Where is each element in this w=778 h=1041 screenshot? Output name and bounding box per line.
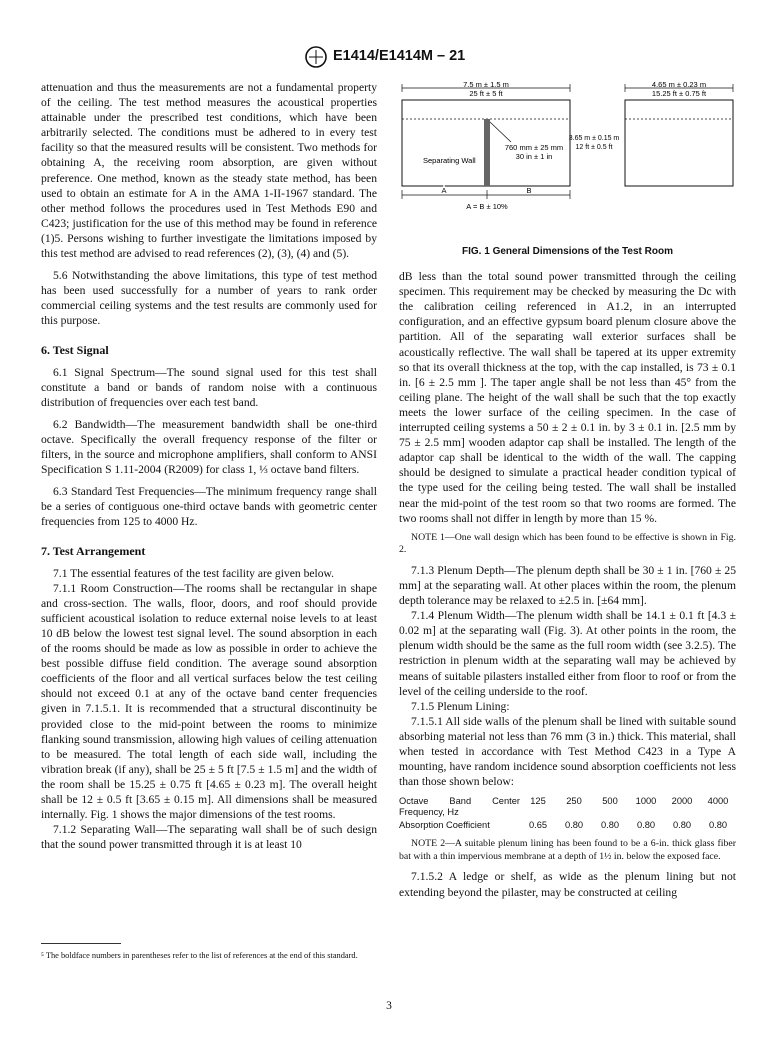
- page-header: [0, 46, 778, 72]
- table-cell: 500: [602, 796, 618, 807]
- right-column: [399, 80, 736, 900]
- figure-1: [399, 80, 736, 240]
- height-dimension-ft: 12 ft ± 0.5 ft: [575, 144, 613, 151]
- paragraph-5-6: 5.6 Notwithstanding the above limitations, this type of test method has been used successfully for a number of years to rank order commercial ceiling systems and the test results are commonly used for this purpose.: [41, 269, 377, 328]
- table-cell: 0.80: [600, 820, 620, 831]
- table-cell: 0.80: [708, 820, 728, 831]
- label-a: A: [441, 186, 447, 195]
- paragraph-7-1-2: 7.1.2 Separating Wall—The separating wall shall be of such design that the sound power transmitted through it is at least 10: [41, 823, 377, 852]
- note-2: NOTE 2—A suitable plenum lining has been found to be a 6-in. thick glass fiber bat with a thin impervious membrane at a depth of 1½ in. below the exposed face.: [399, 838, 736, 862]
- document-id: E1414/E1414M – 21: [333, 48, 466, 64]
- paragraph-6-1: 6.1 Signal Spectrum—The sound signal used for this test shall constitute a band or bands of random noise with a continuous distribution of frequencies over each test band.: [41, 365, 377, 409]
- width-dimension-ft: 15.25 ft ± 0.75 ft: [651, 89, 707, 98]
- left-column: [41, 80, 377, 852]
- length-dimension-ft: 25 ft ± 5 ft: [469, 89, 503, 98]
- table-cell: 0.80: [672, 820, 692, 831]
- paragraph-7-1-5-1: 7.1.5.1 All side walls of the plenum shall be lined with suitable sound absorbing material not less than 76 mm (3 in.) thick. This material, shall when tested in accordance with Test Method C423 in a Type A mounting, have random incidence sound absorption coefficients not less than those shown below:: [399, 714, 736, 789]
- a-b-relation: A = B ± 10%: [466, 202, 508, 211]
- separating-wall-label: Separating Wall: [423, 156, 476, 165]
- table-cell: 2000: [671, 796, 693, 807]
- astm-logo-icon: [305, 46, 327, 68]
- length-dimension-m: 7.5 m ± 1.5 m: [463, 80, 509, 89]
- paragraph-7-1-3: 7.1.3 Plenum Depth—The plenum depth shall be 30 ± 1 in. [760 ± 25 mm] at the separating wall. At other places within the room, the plenum depth tolerance may be relaxed to ±2.5 in. [±64 mm].: [399, 563, 736, 608]
- paragraph-6-2: 6.2 Bandwidth—The measurement bandwidth shall be one-third octave. Specifically the overall frequency response of the filter or filters, in the source and microphone amplifiers, shall conform to ANSI Specification S 1.11-2004 (R2009) for class 1, ⅓ octave band filters.: [41, 417, 377, 477]
- paragraph-7-1-5-2: 7.1.5.2 A ledge or shelf, as wide as the plenum lining but not extending beyond the pilaster, may be constructed at ceiling: [399, 870, 736, 899]
- table-row: [399, 795, 736, 819]
- table-cell: 1000: [635, 796, 657, 807]
- note-1: NOTE 1—One wall design which has been found to be effective is shown in Fig. 2.: [399, 531, 736, 556]
- table-row: [399, 819, 736, 832]
- table-cell: 0.65: [528, 820, 548, 831]
- paragraph-7-1: 7.1 The essential features of the test facility are given below.: [53, 566, 335, 580]
- paragraph-7-1-5: 7.1.5 Plenum Lining:: [411, 699, 510, 713]
- height-dimension-m: 3.65 m ± 0.15 m: [568, 135, 620, 142]
- table-cell: 125: [530, 796, 546, 807]
- plenum-depth-in: 30 in ± 1 in: [515, 152, 553, 161]
- label-b: B: [526, 186, 532, 195]
- heading-test-arrangement: 7. Test Arrangement: [41, 543, 146, 558]
- width-dimension-m: 4.65 m ± 0.23 m: [651, 80, 707, 89]
- heading-test-signal: 6. Test Signal: [41, 342, 109, 357]
- table-row-label: Octave Band Center Frequency, Hz: [399, 796, 520, 818]
- page-number: 3: [386, 1000, 392, 1012]
- paragraph-7-1-4: 7.1.4 Plenum Width—The plenum width shall be 14.1 ± 0.1 ft [4.3 ± 0.02 m] at the separating wall (Fig. 3). At other points in the room, the plenum width should be the same as the full room width (see 3.2.5). The restriction in plenum width at the separating wall may be achieved by means of suitable pilasters installed either from floor to roof or from the level of the ceiling underside to the roof.: [399, 609, 736, 698]
- absorption-table: [399, 795, 736, 832]
- table-cell: 250: [566, 796, 582, 807]
- plenum-depth-mm: 760 mm ± 25 mm: [504, 143, 564, 152]
- table-cell: 0.80: [564, 820, 584, 831]
- paragraph-continued: dB less than the total sound power transmitted through the ceiling specimen. This requirement may be checked by measuring the Dc with the calibration ceiling referenced in A1.2, in an interrupted configuration, and an effective gypsum board plenum closure above the partition. All of the separating wall exterior surfaces shall be acoustically reflective. The wall shall be tapered at its upper extremity so that its overall thickness at the top, with the cap installed, is 73 ± 0.1 in. [6 ± 2.5 mm ]. The taper angle shall be not less than 45° from the ceiling plane. The height of the wall shall be such that the top exactly meets the lower surface of the ceiling specimen. In the case of interrupted ceiling systems a 50 ± 2 ± 0.1 in. by 3 ± 0.1 in. [2.5 mm by 75 ± 2.5 mm] wooden adaptor cap shall be installed. The length of the adaptor cap shall be identical to the width of the wall. The capping should be designed to simulate a practical header condition typical of the type used for the ceiling being tested. The wall shall be installed near the mid-point of the test room so that two rooms are formed. The two rooms shall not differ in length by more than 15 %.: [399, 270, 736, 525]
- figure-caption: FIG. 1 General Dimensions of the Test Room: [462, 246, 673, 257]
- paragraph-intro: attenuation and thus the measurements are not a fundamental property of the ceiling. The test method measures the acoustical properties attainable under the prescribed test conditions, which have been arbitrarily selected. The conditions must be adhered to in every test facility so that the measured results will be consistent. Two methods for obtaining A, the receiving room absorption, are given without preference. One method, known as the steady state method, has been used to obtain an estimate for A in the AMA 1-II-1967 standard. The other method follows the procedures used in Test Methods E90 and C423; justification for the use of this method may be found in reference (1)5. Persons wishing to further investigate the limitations imposed by this test method are advised to read references (2), (3), (4) and (5).: [41, 81, 377, 261]
- table-cell: 4000: [707, 796, 729, 807]
- table-cell: 0.80: [636, 820, 656, 831]
- room-dimensions-diagram: [399, 80, 736, 240]
- footnote-rule: [41, 943, 121, 944]
- paragraph-7-1-1: 7.1.1 Room Construction—The rooms shall be rectangular in shape and cross-section. The walls, floor, doors, and roof should provide sufficient acoustical isolation to reduce external noise levels to at least 10 dB below the lowest test signal level. The sound absorption in each of the rooms should be made as low as possible in order to achieve the best possible diffuse field condition. The average sound absorption coefficients of the floor and all vertical surfaces below the test ceiling should not exceed 0.1 at any of the octave band center frequencies given in 7.1.5.1. It is recommended that a structural discontinuity be provided close to the mid-point between the rooms to minimize flanking sound transmission, allowing high values of ceiling attenuation to be measured. The total length of each side wall, including the vibration break (if any), shall be 25 ± 5 ft [7.5 ± 1.5 m] and the width of the room shall be 15.25 ± 0.75 ft [4.65 ± 0.23 m]. The overall height shall be 12 ± 0.5 ft [3.65 ± 0.15 m]. All dimensions shall be measured internally. Fig. 1 shows the major dimensions of the test rooms.: [41, 581, 377, 822]
- paragraph-6-3: 6.3 Standard Test Frequencies—The minimum frequency range shall be a series of contiguous one-third octave bands with geometric center frequencies from 125 to 4000 Hz.: [41, 485, 377, 529]
- table-row-label: Absorption Coefficient: [399, 820, 490, 831]
- footnote: ⁵ The boldface numbers in parentheses refer to the list of references at the end of this standard.: [41, 951, 358, 960]
